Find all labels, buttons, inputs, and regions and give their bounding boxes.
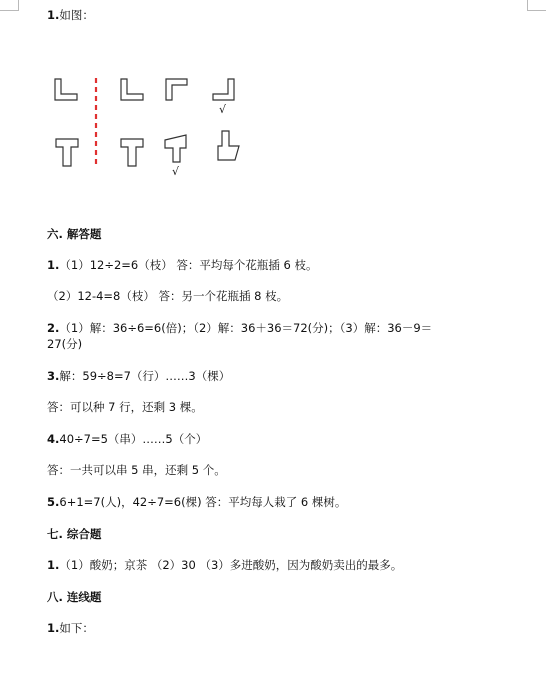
answer-6-2: 2.（1）解：36÷6=6(倍)；（2）解：36＋36＝72(分)；（3）解：36－9＝ <box>47 321 433 335</box>
answer-6-1-part1: 1.（1）12÷2=6（枝） 答：平均每个花瓶插 6 枝。 <box>47 258 318 272</box>
answer-6-3-reply: 答：可以种 7 行，还剩 3 棵。 <box>47 400 203 414</box>
answer-6-5: 5.6+1=7(人)，42÷7=6(棵) 答：平均每人栽了 6 棵树。 <box>47 495 347 509</box>
answer-6-4: 4.40÷7=5（串）……5（个） <box>47 432 208 446</box>
section-6-title: 六. 解答题 <box>47 227 102 241</box>
t-shape-original <box>56 139 78 166</box>
t-shape-option-c <box>218 131 239 160</box>
answer-6-1-part2: （2）12-4=8（枝） 答：另一个花瓶插 8 枝。 <box>47 289 289 303</box>
section-8-title: 八. 连线题 <box>47 590 102 604</box>
check-mark: √ <box>219 103 227 116</box>
l-shape-original <box>55 79 77 100</box>
answer-8-1: 1.如下： <box>47 621 94 635</box>
l-shape-option-c <box>213 79 234 100</box>
answer-6-3: 3.解：59÷8=7（行）……3（棵） <box>47 369 231 383</box>
answer-6-4-reply: 答：一共可以串 5 串，还剩 5 个。 <box>47 463 226 477</box>
answer-1-heading: 1.如图： <box>47 8 94 22</box>
answer-7-1: 1.（1）酸奶；京茶 （2）30 （3）多进酸奶，因为酸奶卖出的最多。 <box>47 558 403 572</box>
t-shape-option-a <box>121 139 143 166</box>
t-shape-option-b <box>165 135 186 162</box>
l-shape-option-b <box>166 79 187 100</box>
section-7-title: 七. 综合题 <box>47 527 102 541</box>
l-shape-option-a <box>121 79 143 100</box>
check-mark: √ <box>172 165 180 178</box>
answer-6-2-cont: 27(分) <box>47 337 83 351</box>
